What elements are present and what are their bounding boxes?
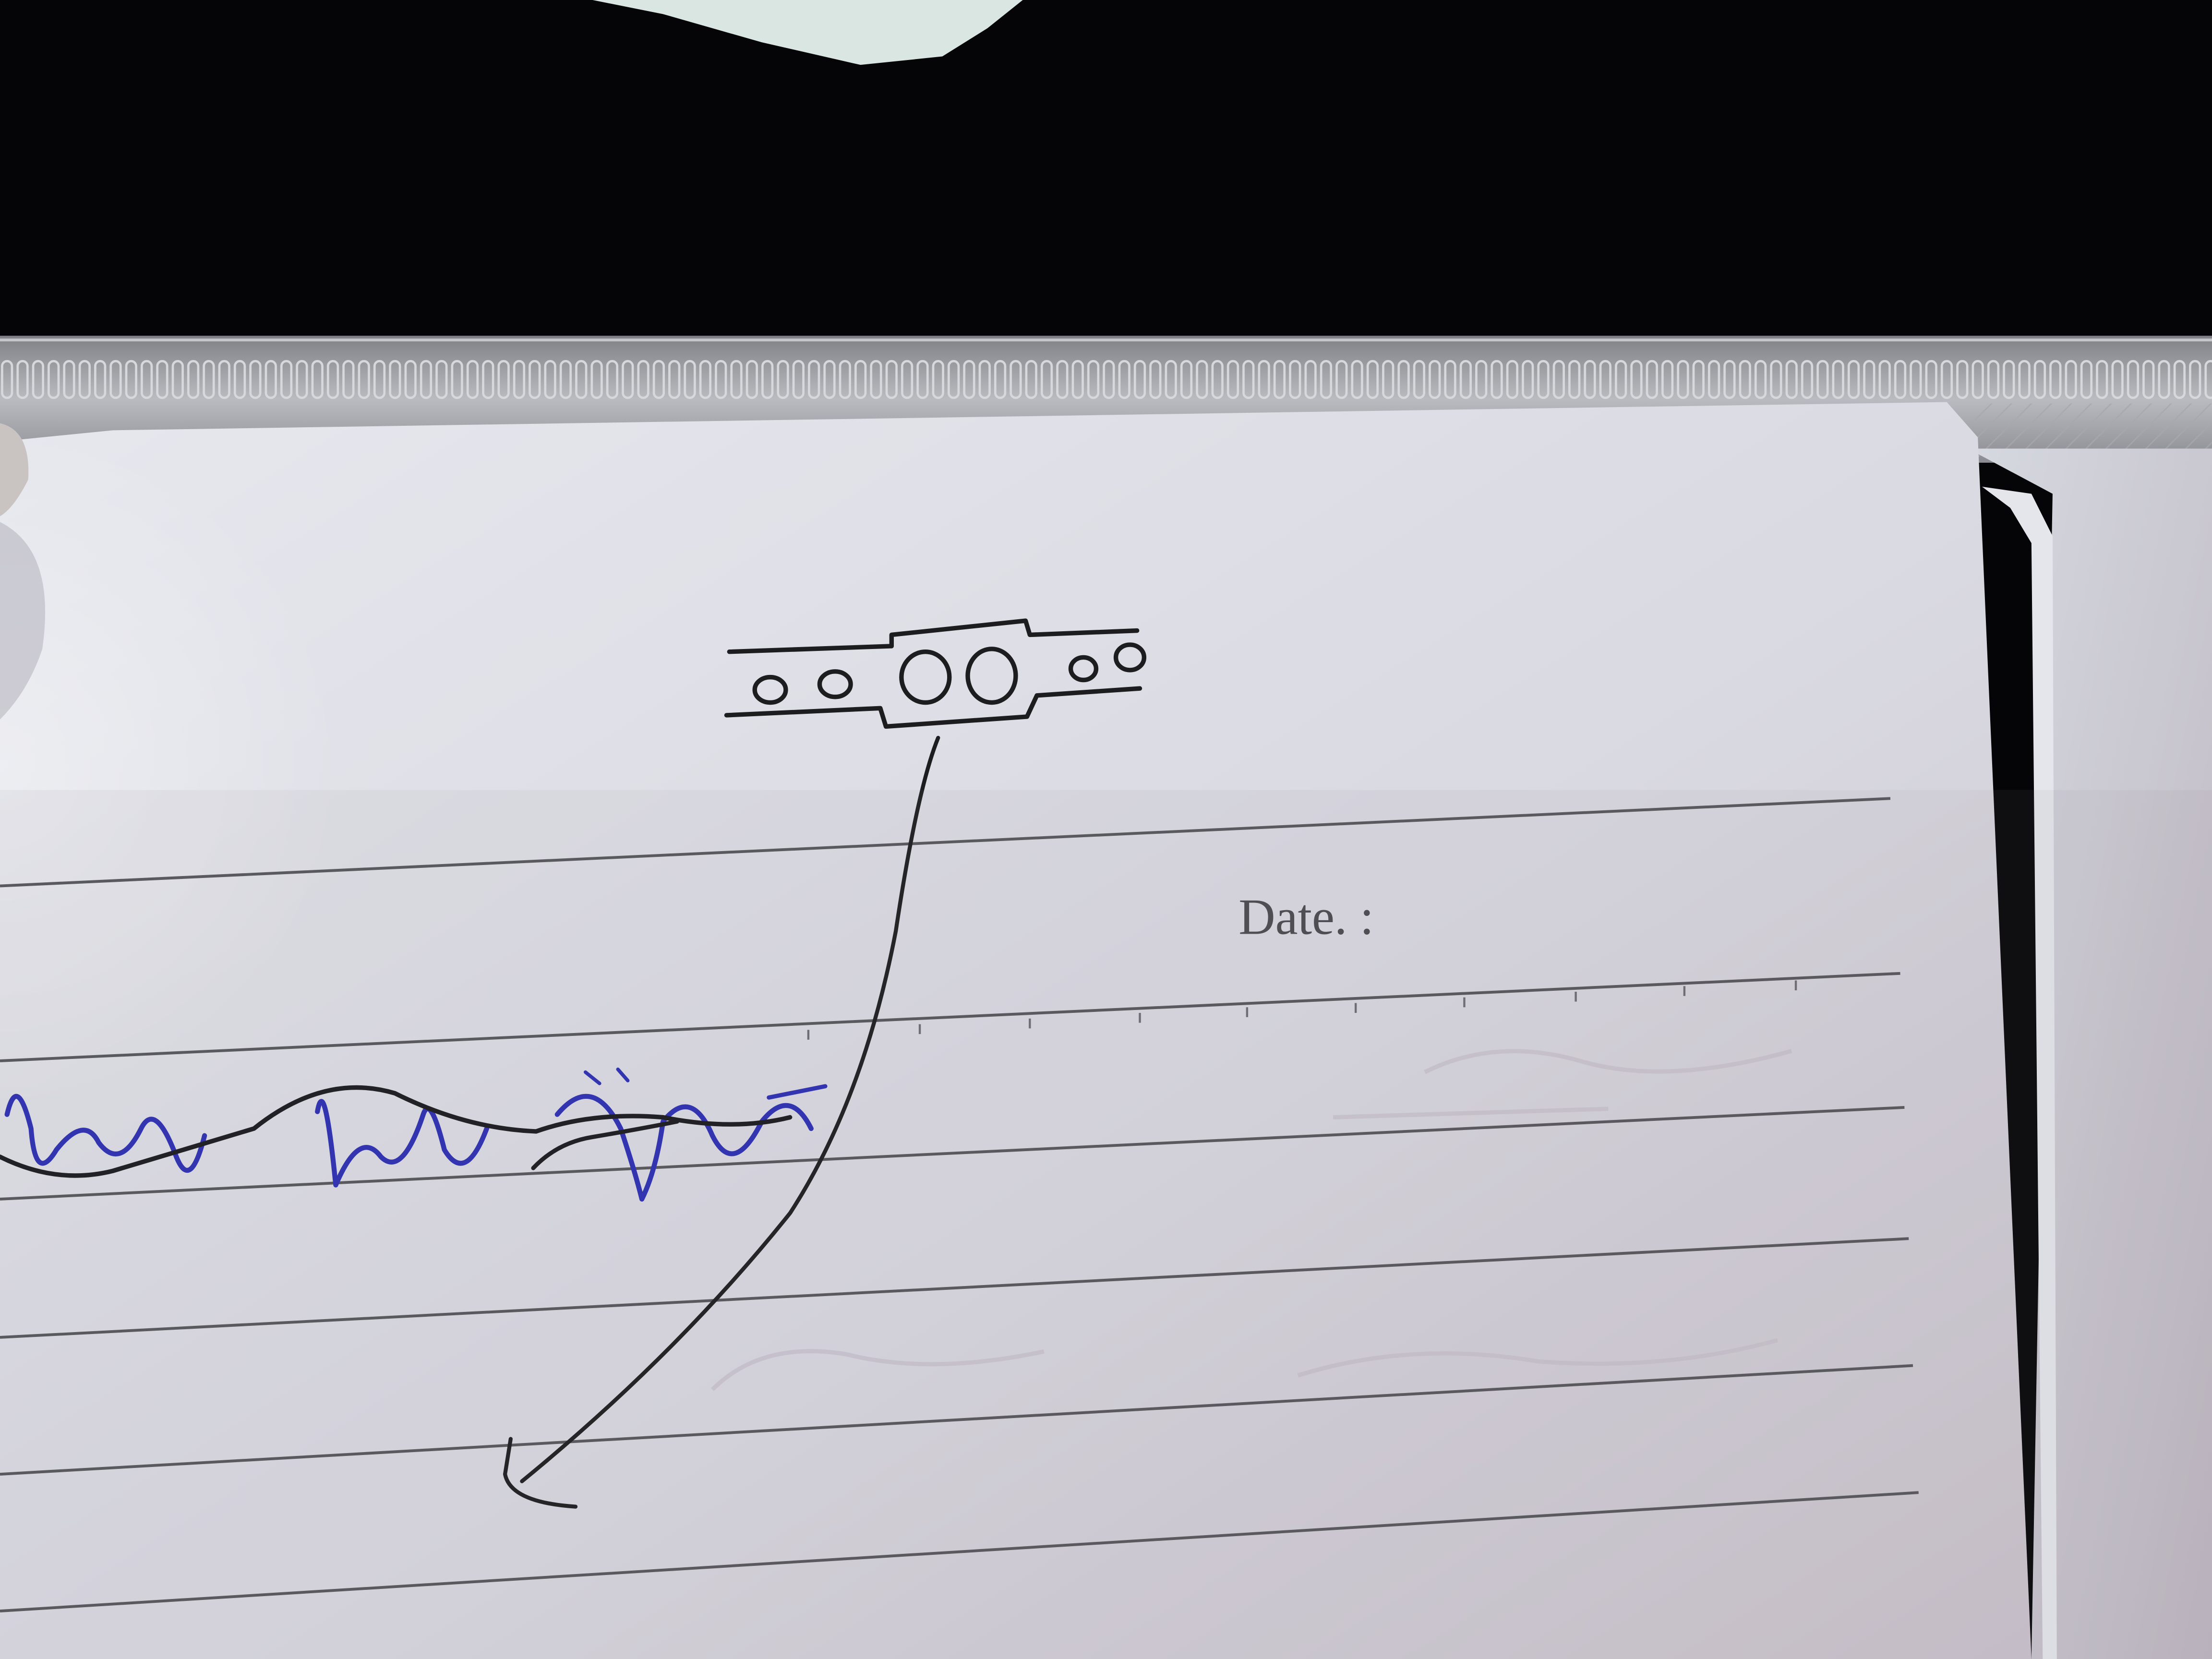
vignette [0, 790, 2212, 1659]
date-label: Date. : [1238, 889, 1374, 945]
